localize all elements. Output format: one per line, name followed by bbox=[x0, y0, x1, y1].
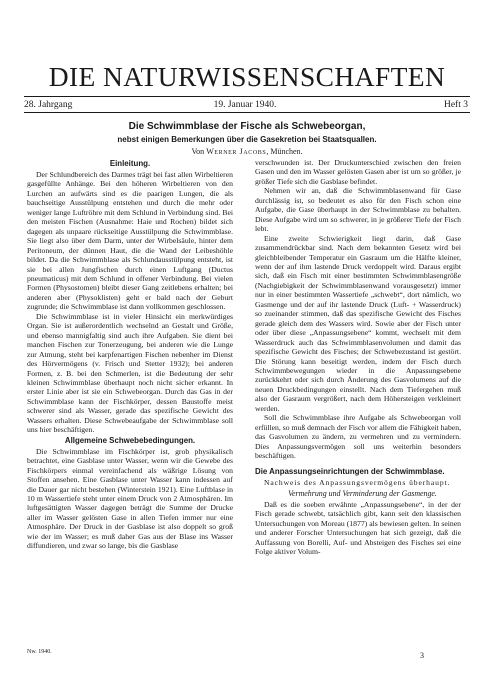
article-subtitle: nebst einigen Bemerkungen über die Gasekretion bei Staatsquallen. bbox=[117, 135, 377, 144]
paragraph: verschwunden ist. Der Druckunterschied zwischen den freien Gasen und den im Wasser gelösten Gasen aber ist um so größer, je größer Tiefe sich die Gasblase befindet. bbox=[255, 158, 461, 186]
paragraph: Der Schlundbereich des Darmes trägt bei fast allen Wirbeltieren gasgefüllte Anhänge. Bei den höheren Wirbeltieren von den Lurchen an aufwärts sind es die paarigen Lungen, die als bauchseitige Ausstülpung entstehen und durch die mehr oder weniger lange Luftröhre mit dem Schlund in Verbindung sind. Bei den meisten Fischen (Ausnahme: Haie und Rochen) bildet sich dagegen als unpaare rückseitige Ausstülpung die Schwimmblase. Sie liegt also über dem Darm, unter der Wirbelsäule, hinter dem Peritoneum, der dünnen Haut, die die Wand der Leibeshöhle bildet. Da die Schwimmblase als Schlundausstülpung entsteht, ist sie bei allen Jungfischen durch einen Luftgang (Ductus pneumaticus) mit dem Schlund in offener Verbindung. Bei vielen Formen (Physostomen) bleibt dieser Gang zeitlebens erhalten; bei anderen aber (Physoklisten) geht er bald nach der Geburt zugrunde; die Schwimmblase ist dann vollkommen geschlossen. bbox=[27, 170, 233, 312]
section-heading-general: Allgemeine Schwebebedingungen. bbox=[64, 435, 196, 445]
issue-volume: 28. Jahrgang bbox=[24, 100, 73, 110]
footer-note: Nw. 1940. bbox=[27, 649, 52, 655]
paragraph: Die Schwimmblase im Fischkörper ist, grob physikalisch betrachtet, eine Gasblase unter Wasser, wenn wir die Gewebe des Fischkörpers einmal vereinfachend als wäßrige Lösung von Stoffen ansehen. Eine Gasblase unter Wasser kann indessen auf die Dauer gar nicht bestehen (Winterstein 1921). Eine Luftblase in 10 m Wassertiefe steht unter einem Druck von 2 Atmosphären. Im luftgesättigten Wasser dagegen beträgt die Summe der Drucke aller im Wasser gelösten Gase in allen Tiefen immer nur eine Atmosphäre. Der Druck in der Gasblase ist also doppelt so groß wie der im Wasser; es muß daher Gas aus der Blase ins Wasser diffundieren, und zwar so lange, bis die Gasblase bbox=[27, 446, 233, 551]
spaced-subheading: Nachweis des Anpassungsvermögens überhaupt. bbox=[264, 477, 451, 487]
paragraph: Soll die Schwimmblase ihre Aufgabe als Schwebeorgan voll erfüllen, so muß demnach der Fisch vor allem die Fähigkeit haben, das Gasvolumen zu ändern, zu vermehren und zu vermindern. Dies Anpassungsvermögen soll uns weiterhin besonders beschäftigen. bbox=[255, 413, 461, 461]
section-heading-intro: Einleitung. bbox=[109, 159, 151, 168]
article-title: Die Schwimmblase der Fische als Schwebeorgan, bbox=[128, 121, 366, 132]
italic-subheading: Vermehrung und Verminderung der Gasmenge. bbox=[288, 488, 437, 498]
left-column bbox=[27, 158, 233, 644]
author-place: , München. bbox=[266, 147, 303, 156]
paragraph: Die Schwimmblase ist in vieler Hinsicht ein merkwürdiges Organ. Sie ist außerordentlich wechselnd an Gestalt und Größe, und ebenso mannigfaltig sind auch ihre Aufgaben. Sie dient bei manchen Fischen zur Tonerzeugung, bei anderen wie die Lunge zur Atmung, steht bei karpfenartigen Fischen nebenher im Dienst des Hörvermögens (v. Frisch und Stetter 1932); bei anderen Formen, z. B. bei den Schmerlen, ist die Bedeutung der sehr kleinen Schwimmblase überhaupt noch nicht sicher erkannt. In erster Linie aber ist sie ein Schwebeorgan. Durch das Gas in der Schwimmblase kann der Fischkörper, dessen Baustoffe meist schwerer sind als Wasser, gerade das spezifische Gewicht des Wassers erhalten. Diese Schwebeaufgabe der Schwimmblase soll uns hier beschäftigen. bbox=[27, 311, 233, 435]
right-column bbox=[255, 158, 461, 654]
author-name: Werner Jacobs bbox=[206, 147, 267, 156]
author-prefix: Von bbox=[191, 147, 205, 156]
masthead-rule-top bbox=[24, 96, 470, 97]
article-author-line bbox=[24, 146, 470, 157]
masthead-rule-bottom bbox=[24, 112, 470, 113]
section-heading-adaptation: Die Anpassungseinrichtungen der Schwimmblase. bbox=[255, 466, 445, 476]
journal-masthead: DIE NATURWISSENSCHAFTEN bbox=[48, 61, 446, 92]
paragraph: Eine zweite Schwierigkeit liegt darin, daß Gase zusammendrückbar sind. Nach dem bekannten Gesetz wird bei gleichbleibender Temperatur ein Gasraum um die Hälfte kleiner, wenn der auf ihm lastende Druck verdoppelt wird. Daraus ergibt sich, daß ein Fisch mit einer bestimmten Schwimmblasengröße (Nachgiebigkeit der Schwimmblasenwand vorausgesetzt) immer nur in einer bestimmten Wassertiefe „schwebt“, dort nämlich, wo Gasmenge und der auf ihr lastende Druck (Luft- + Wasserdruck) so zueinander stimmen, daß das spezifische Gewicht des Fisches gerade gleich dem des Wassers wird. Sowie aber der Fisch unter oder über diese „Anpassungsebene“ kommt, wechselt mit dem Wasserdruck auch das Schwimmblasenvolumen und damit das spezifische Gewicht des Fisches; der Schwebezustand ist gestört. Die Störung kann beseitigt werden, indem der Fisch durch Schwimmbewegungen wieder in die Anpassungsebene zurückkehrt oder sich durch Änderung des Gasvolumens auf die neuen Druckbedingungen einstellt. Nach dem Tiefergehen muß also der Gasraum vergrößert, nach dem Höhersteigen verkleinert werden. bbox=[255, 233, 461, 413]
issue-number: Heft 3 bbox=[443, 100, 468, 110]
paragraph: Daß es die soeben erwähnte „Anpassungsebene“, in der der Fisch gerade schwebt, tatsächlich gibt, kann seit den klassischen Untersuchungen von Moreau (1877) als bewiesen gelten. In seinen und anderer Forscher Untersuchungen hat sich gezeigt, daß die Auffassung von Borelli, Auf- und Absteigen des Fisches sei eine Folge aktiver Volum- bbox=[255, 499, 461, 557]
page-number: 3 bbox=[420, 651, 424, 660]
issue-date: 19. Januar 1940. bbox=[213, 100, 277, 110]
paragraph: Nehmen wir an, daß die Schwimmblasenwand für Gase durchlässig ist, so bedeutet es also für den Fisch schon eine Aufgabe, die Gase überhaupt in der Schwimmblase zu behalten. Diese Aufgabe wird um so schwerer, in je größerer Tiefe der Fisch lebt. bbox=[255, 186, 461, 234]
